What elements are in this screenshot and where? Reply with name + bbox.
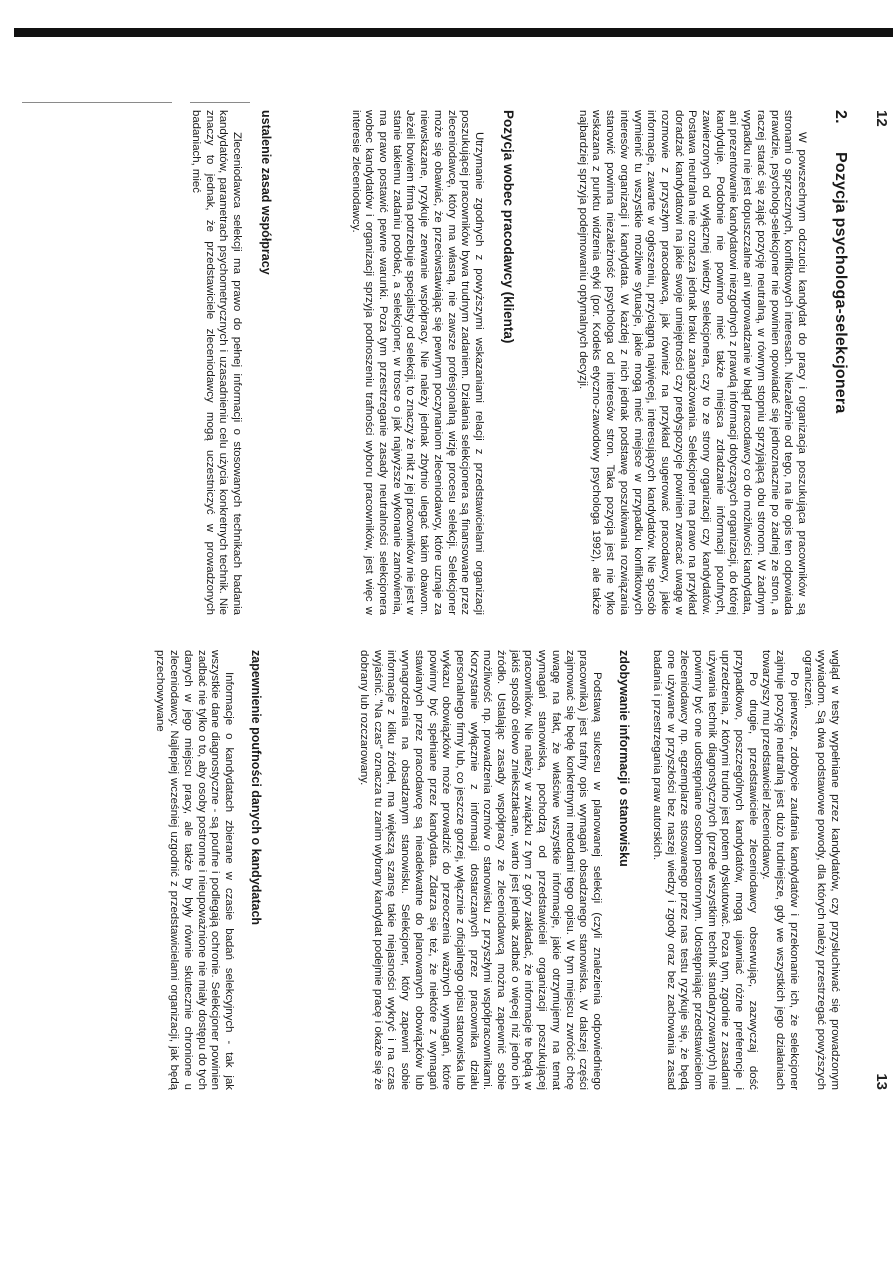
subsection-paragraph: Podstawą sukcesu w planowanej selekcji (czyli znalezienia odpowiedniego pracownika) jest trafny opis wymagań obsadzanego stanowiska. W dalszej części zajmować się będę konkretnymi metodami tego opisu. W tym miejscu zwrócić chcę uwagę na fakt, że właściwe wszystkie informacje, jakie otrzymujemy na temat wymagań stanowiska, pochodzą od przedstawicieli organizacji poszukującej pracowników. Nie należy w związku z tym z góry zakładać, że informacje te będą w jakiś sposób celowo zniekształcane, warto jest jednak zadbać o więcej niż jedno ich źródło. Ustalając zasady współpracy ze zleceniodawcą można zapewnić sobie możliwość np. prowadzenia rozmów o stanowisku z przyszłymi współpracownikami. Korzystanie wyłącznie z informacji dostarczanych przez pracownika działu personalnego firmy lub, co jeszcze gorzej, wyłącznie z oficjalnego opisu stanowiska lub wykazu obowiązków może prowadzić do przeoczenia ważnych wymagań, które powinny być spełniane przez kandydata. Zdarza się też, że niektóre z wymagań stawianych przez pracodawcę są nieadekwatne do planowanych obowiązków lub wynagrodzenia na obsadzanym stanowisku. Selekcjoner, który zapewni sobie informacje z kilku źródeł, ma większą szansę takie niejasności wykryć i na czas wyjaśnić. "Na czas" oznacza tu zanim wybrany kandydat podejmie pracę i okaże się że dobrany lub rozczarowany. — [358, 650, 603, 1090]
book-spread-rotated — [53, 0, 893, 1100]
page-13 — [53, 650, 893, 1090]
intro-text — [575, 110, 808, 615]
chapter-number: 2. — [832, 110, 849, 124]
subsection-heading: zdobywanie informacji o stanowisku — [617, 650, 631, 867]
section-text — [348, 110, 485, 615]
page-number: 13 — [873, 1073, 890, 1090]
continuation-text — [649, 650, 841, 1090]
subsection-text — [153, 650, 235, 1090]
reason-two-paragraph: Po drugie, przedstawiciele zleceniodawcy obserwując, zazwyczaj dość przypadkowo, poszczególnych kandydatów, mogą ujawniać różne preferencje i uprzedzenia, z którymi trudno jest potem dyskutować. Poza tym, zgodnie z zasadami używania technik diagnostycznych (przede wszystkim technik standaryzowanych) nie powinny być one udostępniane osobom postronnym. Udostępniając przedstawicielom zleceniodawcy np. egzemplarze stosowanego przez nas testu ryzykuje się, że będą one używane w przyszłości bez naszej wiedzy i zgody oraz bez zachowania zasad badania i przestrzegania praw autorskich. — [650, 650, 759, 1090]
subsection-paragraph: Informacje o kandydatach zbierane w czasie badań selekcyjnych - tak jak wszystkie dane diagnostyczne - są poufne i podlegają ochronie. Selekcjoner powinien zadbać nie tylko o to, aby osoby postronne i nieupoważnione nie miały dostępu do tych danych w jego miejscu pracy, ale także by były równie skutecznie chronione u zleceniodawcy. Najlepiej wcześniej uzgodnić z przedstawicielami organizacji, jak będą przechowywane — [154, 650, 235, 1090]
page-12 — [53, 110, 893, 615]
chapter-heading — [831, 110, 849, 615]
subsection-text — [356, 650, 603, 1090]
section-heading: Pozycja wobec pracodawcy (klienta) — [501, 110, 516, 344]
subsection-text — [188, 110, 243, 615]
chapter-title: Pozycja psychologa-selekcjonera — [832, 152, 849, 414]
page-number: 12 — [873, 110, 890, 127]
subsection-paragraph: Zleceniodawca selekcji ma prawo do pełnej informacji o stosowanych technikach badania kandydatów, parametrach psychometrycznych i uzasadnieniu celu użycia konkretnych technik. Nie znaczy to jednak, że przedstawiciele zleceniodawcy mogą uczestniczyć w prowadzonych badaniach, mieć — [189, 110, 243, 615]
intro-paragraph: W powszechnym odczuciu kandydat do pracy i organizacja poszukująca pracowników są stronami o sprzecznych, konfliktowych interesach. Niezależnie od tego, na ile opis ten odpowiada prawdzie, psycholog-selekcjoner nie powinien opowiadać się jednoznacznie po żadnej ze stron, a raczej starać się zająć pozycję neutralną, w równym stopniu sprzyjającą obu stronom. W żadnym wypadku nie jest dopuszczalne ani wprowadzanie w błąd pracodawcy co do możliwości kandydata, ani prezentowanie kandydatowi niezgodnych z prawdą informacji dotyczących organizacji, do której kandyduje. Podobnie nie powinno mieć także miejsca zdradzanie informacji poufnych, zawierzonych od wyłącznej wiedzy selekcjonera, czy to ze strony organizacji czy kandydatów. Postawa neutralna nie oznacza jednak braku zaangażowania. Selekcjoner ma prawo na przykład doradzać kandydatowi na jakie swoje umiejętności czy predyspozycje powinien zwracać uwagę w rozmowie z przyszłym pracodawcą, jak również na przykład sugerować pracodawcy, jakie informacje, zawarte w ogłoszeniu, przyciągną najwięcej, interesujących kandydatów. Nie sposób wymienić tu wszystkie możliwe sytuacje, jakie mogą mieć miejsce w przypadku konfliktowych interesów organizacji i kandydata. W każdej z nich jednak podstawę poszukiwania rozwiązania stanowić powinna niezależność psychologa od interesów stron. Taka pozycja jest nie tylko wskazana z punktu widzenia etyki (por. Kodeks etyczno-zawodowy psychologa 1992), ale także najbardziej sprzyja podejmowaniu optymalnych decyzji. — [576, 110, 808, 615]
continuation-paragraph: wgląd w testy wypełniane przez kandydatów, czy przysłuchiwać się prowadzonym wywiadom. Są dwa podstawowe powody, dla których należy przestrzegać powyższych ograniczeń. — [801, 650, 841, 1090]
section-paragraph: Utrzymanie zgodnych z powyższymi wskazaniami relacji z przedstawicielami organizacji poszukującej pracowników bywa trudnym zadaniem. Działania selekcjonera są finansowane przez zleceniodawcę, który ma własną, nie zawsze profesjonalną wizję procesu selekcji. Selekcjoner może się obawiać, że przeciwstawiając się pewnym poczynaniom zleceniodawcy, które uznaje za niewskazane, ryzykuje zerwanie współpracy. Nie należy jednak zbytnio ulegać takim obawom. Jeżeli bowiem firma potrzebuje specjalisty od selekcji, to znaczy że nikt z jej pracowników nie jest w stanie takiemu zadaniu podołać, a selekcjoner, w trosce o jak najwyższe wykonanie zamówienia, ma prawo postawić pewne warunki. Poza tym przestrzeganie zasady neutralności selekcjonera wobec kandydatów i organizacji sprzyja podnoszeniu trafności wyboru pracowników, jest więc w interesie zleceniodawcy. — [349, 110, 485, 615]
subsection-heading: zapewnienie poufności danych o kandydatach — [249, 650, 263, 926]
reason-one-paragraph: Po pierwsze, zdobycie zaufania kandydatów i przekonanie ich, że selekcjoner zajmuje pozycję neutralną jest dużo trudniejsze, gdy we wszystkich jego działaniach towarzyszy mu przedstawiciel zleceniodawcy. — [760, 650, 800, 1090]
subsection-heading: ustalenie zasad współpracy — [259, 110, 273, 275]
